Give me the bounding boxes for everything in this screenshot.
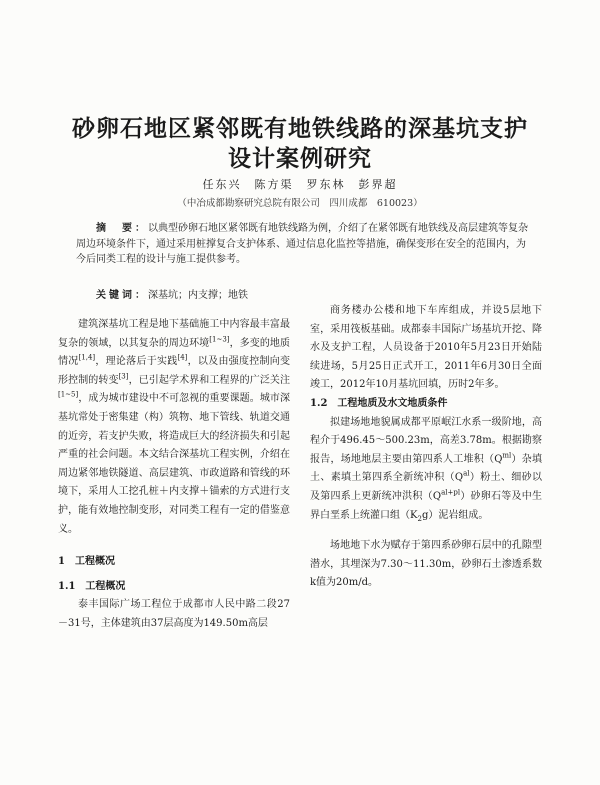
section-heading-1-1: 1.1 工程概况 — [58, 580, 126, 592]
abstract-label: 摘 要： — [96, 223, 148, 234]
author-affiliation: （中冶成都勘察研究总院有限公司 四川成都 610023） — [177, 198, 423, 209]
right-column — [310, 302, 542, 593]
section-1-1-paragraph: 泰丰国际广场工程位于成都市人民中路二段27－31号，主体建筑由37层高度为149.50m高层 — [58, 599, 290, 629]
citation: [3] — [118, 372, 129, 381]
keywords-text: 深基坑；内支撑；地铁 — [148, 290, 248, 301]
section-heading-1-2: 1.2 工程地质及水文地质条件 — [310, 397, 448, 409]
abstract-text: 以典型砂卵石地区紧邻既有地铁线路为例，介绍了在紧邻既有地铁线及高层建筑等复杂周边环境条件下，通过采用桩撑复合支护体系、通过信息化监控等措施，确保变形在安全的范围内，为今后同类工程的设计与施工提供参考。 — [76, 223, 528, 265]
geology-paragraph: 拟建场地地貌属成都平原岷江水系一级阶地，高程介于496.45～500.23m，高差3.78m。根据勘察报告，场地地层主要由第四系人工堆积$(Q^{ml})$杂填土、素填土第四系全新统冲积$(Q^{al})$粉土、细砂以及第四系上更新统冲洪积$(Q^{al+pl})$砂卵石等及中生界白垩系上统灌口组$(K_2g)$泥岩组成。 — [310, 416, 543, 523]
citation: [4] — [177, 353, 188, 362]
citation: [1~5] — [58, 391, 79, 400]
intro-paragraph: 建筑深基坑工程是地下基础施工中内容最丰富最复杂的领域，以其复杂的周边环境[1~3]，多变的地质情况[1,4]，理论落后于实践[4]，以及由强度控制向变形控制的转变[3]，已引起学术界和工程界的广泛关注[1~5]，成为城市建设中不可忽视的重要课题。城市深基坑常处于密集建（构）筑物、地下管线、轨道交通的近旁，若支护失败，将造成巨大的经济损失和引起严重的社会问题。本文结合深基坑工程实例，介绍在周边紧邻地铁隧道、高层建筑、市政道路和管线的环境下，采用人工挖孔桩＋内支撑＋锚索的方式进行支护，能有效地控制变形，对同类工程有一定的借鉴意义。 — [58, 319, 291, 535]
paper-title-line1: 砂卵石地区紧邻既有地铁线路的深基坑支护 — [72, 115, 528, 142]
project-paragraph: 商务楼办公楼和地下车库组成，并设5层地下室，采用筏板基础。成都泰丰国际广场基坑开挖、降水及支护工程，人员设备于2010年5月23日开始陆续进场，5月25日正式开工，2011年6月30日全面竣工，2012年10月基坑回填，历时2年多。 — [310, 305, 542, 391]
keywords-label: 关键词： — [96, 290, 148, 301]
left-column — [58, 302, 290, 634]
abstract — [76, 221, 534, 268]
citation: [1~3] — [209, 335, 230, 344]
keywords — [96, 289, 534, 303]
paper-title-line2: 设计案例研究 — [228, 145, 372, 172]
citation: [1,4] — [78, 353, 96, 362]
author-list: 任东兴 陈方渠 罗东林 彭界超 — [202, 178, 398, 191]
groundwater-paragraph: 场地地下水为赋存于第四系砂卵石层中的孔隙型潜水，其埋深为7.30～11.30m，砂卵石土渗透系数k值为20m/d。 — [310, 540, 542, 589]
section-heading-1: 1 工程概况 — [58, 556, 115, 568]
